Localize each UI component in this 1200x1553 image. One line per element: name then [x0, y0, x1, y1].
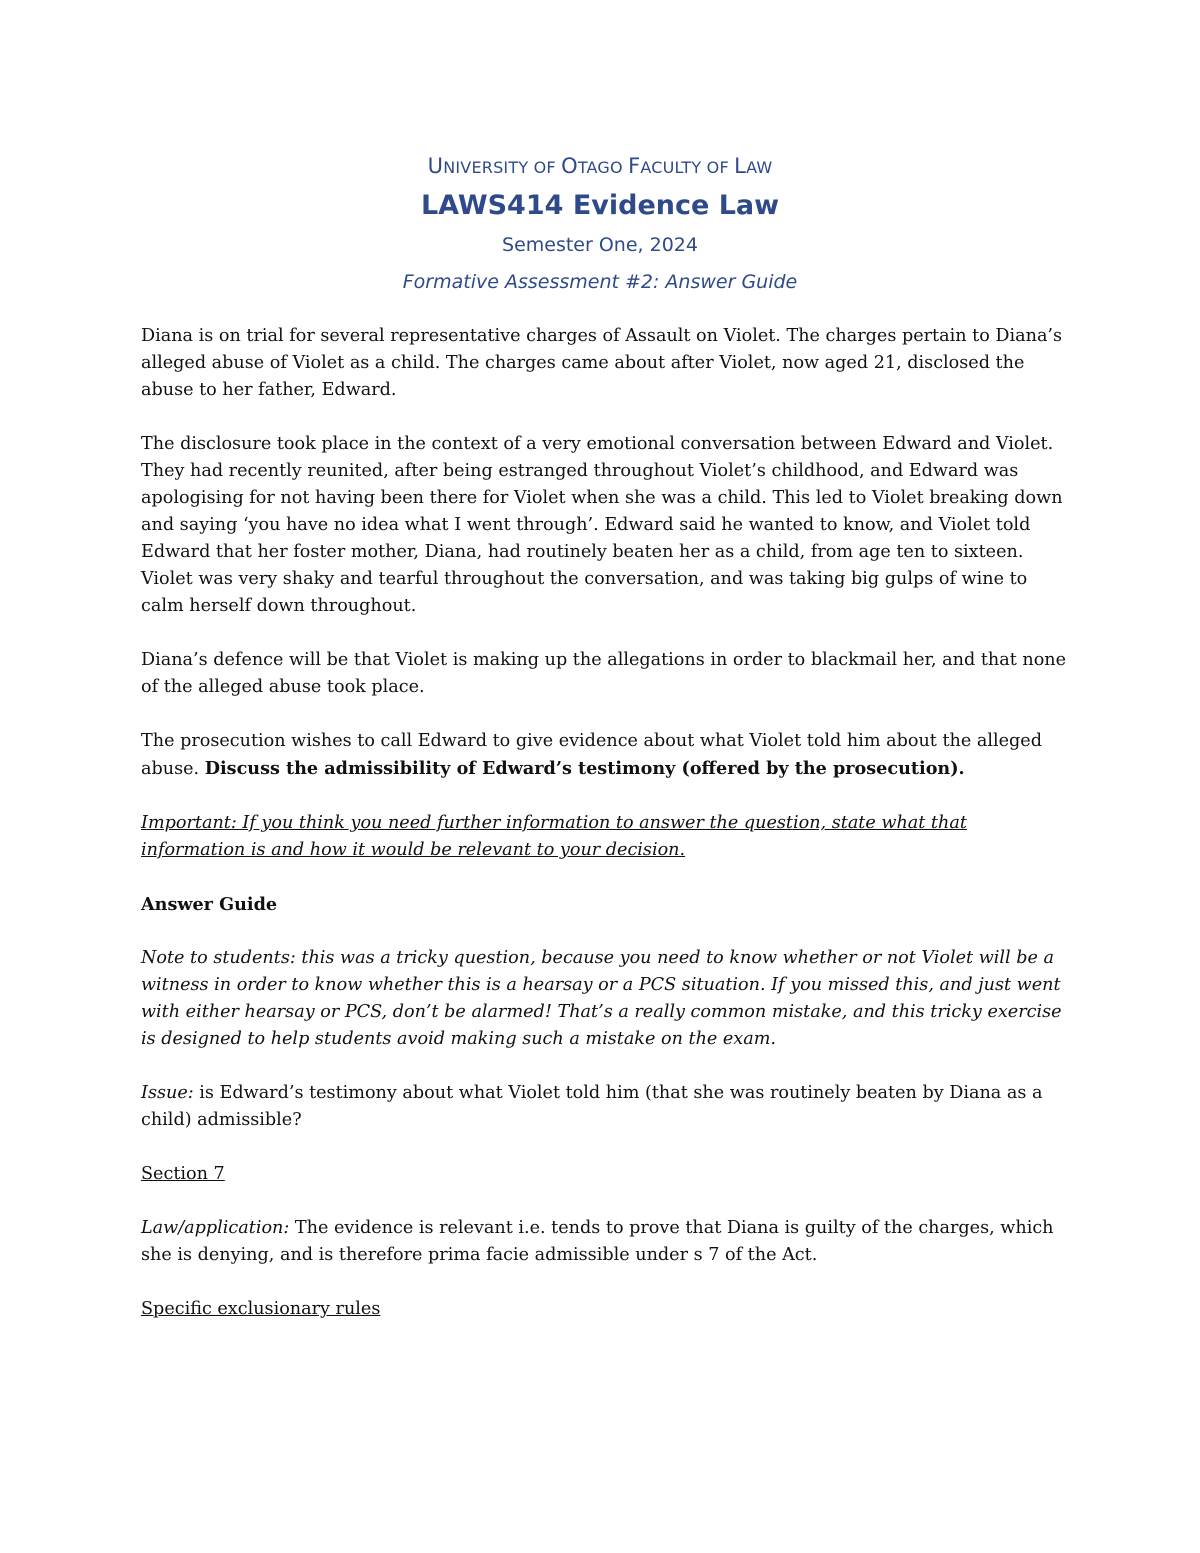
question-prompt: Discuss the admissibility of Edward’s testimony (offered by the prosecution).: [204, 758, 965, 779]
law-application-label: Law/application:: [141, 1218, 290, 1238]
section-7-heading: Section 7: [141, 1164, 225, 1184]
course-title: LAWS414 Evidence Law: [420, 190, 780, 221]
question-paragraph-2: The disclosure took place in the context of a very emotional conversation between Edward and Violet. They had recently reunited, after being estranged throughout Violet’s childhood, and Edward was apologising for not having been there for Violet when she was a child. This led to Violet breaking down and saying ‘you have no idea what I went through’. Edward said he wanted to know, and Violet told Edward that her foster mother, Diana, had routinely beaten her as a child, from age ten to sixteen. Violet was very shaky and tearful throughout the conversation, and was taking big gulps of wine to calm herself down throughout.: [141, 434, 1063, 616]
exclusionary-rules-heading: Specific exclusionary rules: [141, 1299, 381, 1319]
question-paragraph-3: Diana’s defence will be that Violet is making up the allegations in order to blackmail her, and that none of the alleged abuse took place.: [141, 650, 1067, 697]
question-paragraph-4: The prosecution wishes to call Edward to give evidence about what Violet told him about the alleged abuse. Discuss the admissibility of Edward’s testimony (offered by the prosecution).: [141, 731, 1042, 779]
note-to-students: Note to students: this was a tricky question, because you need to know whether or not Violet will be a witness in order to know whether this is a hearsay or a PCS situation. If you missed this, and just went with either hearsay or PCS, don’t be alarmed! That’s a really common mistake, and this tricky exercise is designed to help students avoid making such a mistake on the exam.: [141, 948, 1062, 1049]
law-application-paragraph: Law/application: The evidence is relevant i.e. tends to prove that Diana is guilty of the charges, which she is denying, and is therefore prima facie admissible under s 7 of the Act.: [141, 1218, 1054, 1265]
assessment-subtitle: Formative Assessment #2: Answer Guide: [402, 271, 798, 293]
question-paragraph-1: Diana is on trial for several representative charges of Assault on Violet. The charges pertain to Diana’s alleged abuse of Violet as a child. The charges came about after Violet, now aged 21, disclosed the abuse to her father, Edward.: [141, 326, 1063, 400]
document-body: [141, 323, 1071, 1350]
important-note: Important: If you think you need further information to answer the question, state what that information is and how it would be relevant to your decision.: [141, 813, 967, 860]
issue-paragraph: Issue: is Edward’s testimony about what Violet told him (that she was routinely beaten by Diana as a child) admissible?: [141, 1083, 1043, 1130]
answer-guide-heading: Answer Guide: [141, 894, 278, 915]
semester-subtitle: Semester One, 2024: [502, 234, 698, 256]
university-faculty-heading: UNIVERSITY OF OTAGO FACULTY OF LAW: [427, 154, 773, 178]
issue-label: Issue:: [141, 1083, 194, 1103]
